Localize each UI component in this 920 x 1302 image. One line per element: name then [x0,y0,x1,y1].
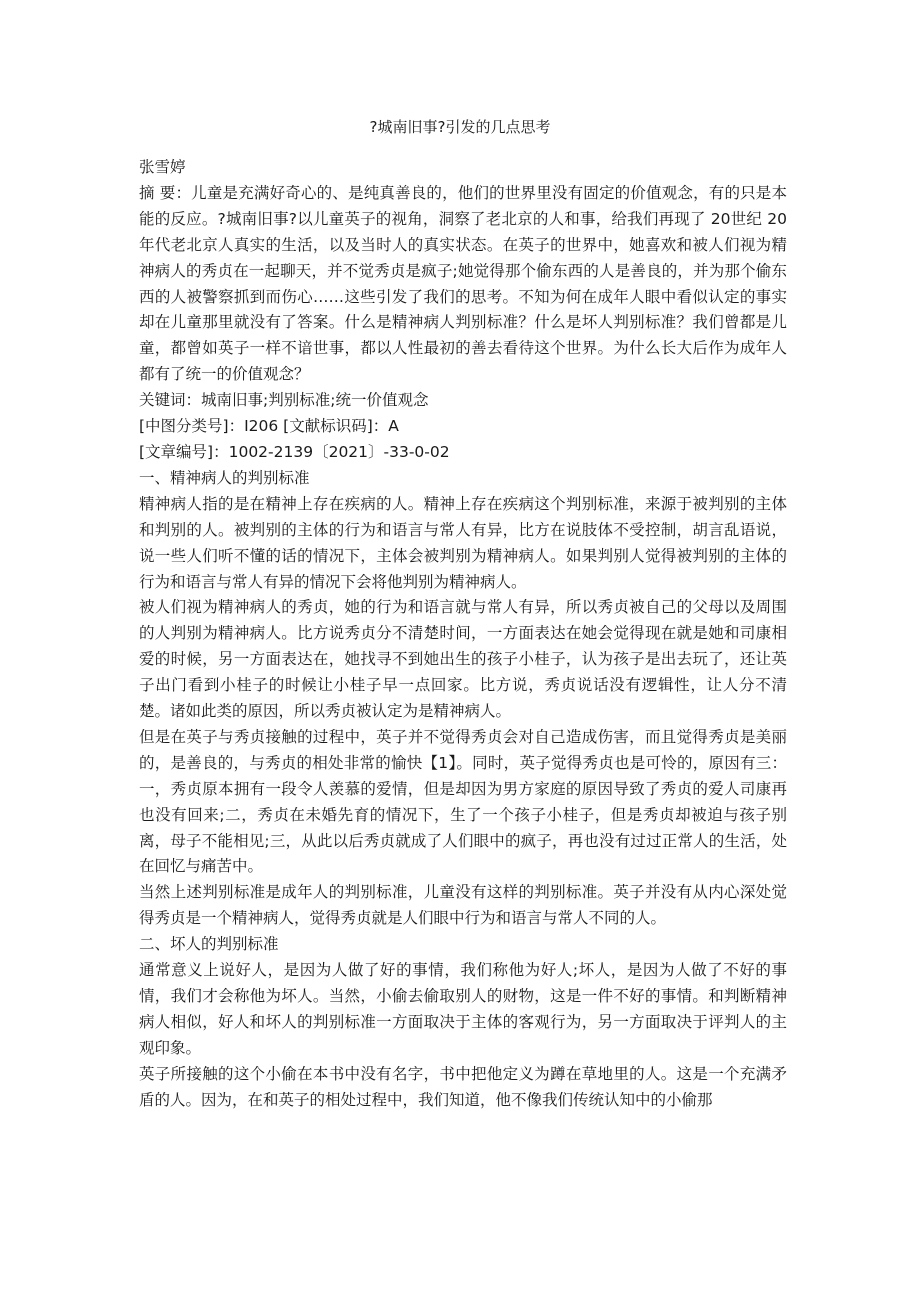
section1-paragraph-1: 精神病人指的是在精神上存在疾病的人。精神上存在疾病这个判别标准，来源于被判别的主体和判别的人。被判别的主体的行为和语言与常人有异，比方在说肢体不受控制，胡言乱语说，说一些人们听不懂的话的情况下，主体会被判别为精神病人。如果判别人觉得被判别的主体的行为和语言与常人有异的情况下会将他判别为精神病人。 [139,494,787,591]
section-heading-1: 一、精神病人的判别标准 [139,468,310,487]
section1-paragraph-4: 当然上述判别标准是成年人的判别标准，儿童没有这样的判别标准。英子并没有从内心深处觉得秀贞是一个精神病人，觉得秀贞就是人们眼中行为和语言与常人不同的人。 [139,883,787,928]
keywords-line: 关键词：城南旧事;判别标准;统一价值观念 [139,391,429,410]
author-name: 张雪婷 [139,158,186,176]
section2-paragraph-1: 通常意义上说好人，是因为人做了好的事情，我们称他为好人;坏人，是因为人做了不好的事情，我们才会称他为坏人。当然，小偷去偷取别人的财物，这是一件不好的事情。和判断精神病人相似，好人和坏人的判别标准一方面取决于主体的客观行为，另一方面取决于评判人的主观印象。 [139,961,787,1057]
section-heading-2: 二、坏人的判别标准 [139,935,279,954]
document-body [139,155,787,1114]
classification-line: [中图分类号]：I206 [文献标识码]：A [139,417,399,436]
section2-paragraph-2: 英子所接触的这个小偷在本书中没有名字，书中把他定义为蹲在草地里的人。这是一个充满矛盾的人。因为，在和英子的相处过程中，我们知道，他不像我们传统认知中的小偷那 [139,1064,787,1109]
section1-paragraph-3: 但是在英子与秀贞接触的过程中，英子并不觉得秀贞会对自己造成伤害，而且觉得秀贞是美丽的，是善良的，与秀贞的相处非常的愉快【1】。同时，英子觉得秀贞也是可怜的，原因有三：一，秀贞原本拥有一段令人羡慕的爱情，但是却因为男方家庭的原因导致了秀贞的爱人司康再也没有回来;二，秀贞在未婚先育的情况下，生了一个孩子小桂子，但是秀贞却被迫与孩子别离，母子不能相见;三，从此以后秀贞就成了人们眼中的疯子，再也没有过过正常人的生活，处在回忆与痛苦中。 [139,727,787,876]
article-number-line: [文章编号]：1002-2139〔2021〕-33-0-02 [139,442,450,461]
document-title: ?城南旧事?引发的几点思考 [369,118,551,136]
abstract-paragraph: 摘 要：儿童是充满好奇心的、是纯真善良的，他们的世界里没有固定的价值观念，有的只是本能的反应。?城南旧事?以儿童英子的视角，洞察了老北京的人和事，给我们再现了 20世纪 20 年代老北京人真实的生活，以及当时人的真实状态。在英子的世界中，她喜欢和被人们视为精神病人的秀贞在一起聊天，并不觉秀贞是疯子;她觉得那个偷东西的人是善良的，并为那个偷东西的人被警察抓到而伤心……这些引发了我们的思考。不知为何在成年人眼中看似认定的事实却在儿童那里就没有了答案。什么是精神病人判别标准？什么是坏人判别标准？我们曾都是儿童，都曾如英子一样不谙世事，都以人性最初的善去看待这个世界。为什么长大后作为成年人都有了统一的价值观念？ [139,183,787,384]
section1-paragraph-2: 被人们视为精神病人的秀贞，她的行为和语言就与常人有异，所以秀贞被自己的父母以及周围的人判别为精神病人。比方说秀贞分不清楚时间，一方面表达在她会觉得现在就是她和司康相爱的时候，另一方面表达在，她找寻不到她出生的孩子小桂子，认为孩子是出去玩了，还让英子出门看到小桂子的时候让小桂子早一点回家。比方说，秀贞说话没有逻辑性，让人分不清楚。诸如此类的原因，所以秀贞被认定为是精神病人。 [139,598,787,721]
